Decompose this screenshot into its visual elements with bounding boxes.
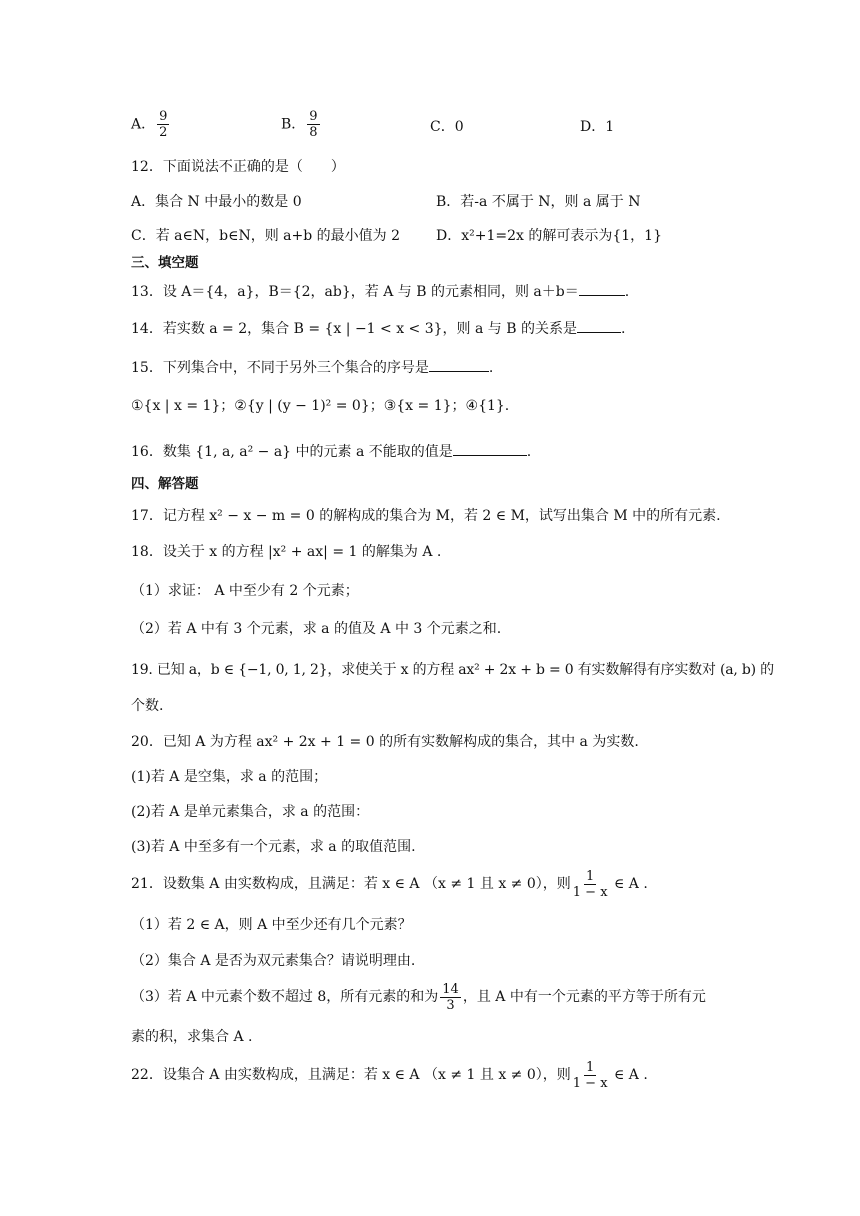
question-text: 21．设数集 A 由实数构成，且满足：若 x ∈ A （x ≠ 1 且 x ≠ 0），则 (131, 876, 571, 892)
question-text: 15．下列集合中，不同于另外三个集合的序号是 (131, 360, 429, 376)
q12-stem: 12．下面说法不正确的是（ ） (131, 159, 345, 175)
option-label: A． (131, 116, 156, 133)
numerator: 1 (586, 1059, 595, 1075)
numerator: 14 (442, 981, 459, 997)
q16 (131, 441, 740, 462)
q14 (131, 318, 740, 339)
period: . (526, 444, 532, 460)
period: . (620, 321, 626, 337)
q17: 17．记方程 x² − x − m = 0 的解构成的集合为 M，若 2 ∈ M，试写出集合 M 中的所有元素. (131, 508, 721, 524)
q20: 20．已知 A 为方程 ax² + 2x + 1 = 0 的所有实数解构成的集合，其中 a 为实数. (131, 734, 639, 750)
fraction (157, 110, 169, 139)
section-heading-fill-in: 三、填空题 (131, 255, 199, 271)
numerator: 9 (159, 109, 168, 124)
q12-option-a: A．集合 N 中最小的数是 0 (131, 194, 302, 210)
answer-blank (453, 441, 527, 456)
membership-text: ∈ A . (609, 876, 648, 892)
q21-part3-line2: 素的积，求集合 A . (131, 1029, 253, 1045)
q21-part3 (131, 980, 740, 1014)
question-text: 22．设集合 A 由实数构成，且满足：若 x ∈ A （x ≠ 1 且 x ≠ 0），则 (131, 1067, 571, 1083)
q12-option-c: C．若 a∈N，b∈N，则 a+b 的最小值为 2 (131, 228, 400, 244)
q19-line2: 个数. (131, 698, 164, 714)
section-heading-answer: 四、解答题 (131, 476, 199, 492)
denominator: 2 (159, 125, 168, 140)
q18: 18．设关于 x 的方程 |x² + ax| = 1 的解集为 A . (131, 544, 442, 560)
q19-line1: 19. 已知 a，b ∈ {−1, 0, 1, 2}，求使关于 x 的方程 ax² + 2x + b = 0 有实数解得有序实数对 (a, b) 的 (131, 662, 774, 678)
question-text: （3）若 A 中元素个数不超过 8，所有元素的和为 (131, 989, 439, 1005)
q11-option-d (580, 117, 614, 137)
q21 (131, 867, 740, 901)
q11-option-c (430, 117, 464, 137)
period: . (624, 284, 630, 300)
option-label: D． (580, 119, 606, 135)
option-label: C． (430, 119, 455, 135)
q22 (131, 1058, 740, 1092)
denominator: 1 − x (572, 1075, 608, 1091)
fraction (573, 1061, 608, 1090)
fraction (440, 983, 461, 1012)
question-text: 13．设 A＝{4，a}，B＝{2，ab}，若 A 与 B 的元素相同，则 a＋b＝ (131, 284, 579, 300)
q13 (131, 281, 740, 302)
answer-blank (579, 281, 625, 296)
answer-blank (577, 318, 621, 333)
q21-part2: （2）集合 A 是否为双元素集合？请说明理由. (131, 953, 416, 969)
numerator: 1 (586, 868, 595, 884)
q12-option-d: D．x²+1=2x 的解可表示为{1，1} (436, 228, 662, 244)
denominator: 3 (446, 997, 455, 1013)
q20-part3: (3)若 A 中至多有一个元素，求 a 的取值范围. (131, 839, 416, 855)
q18-part2: （2）若 A 中有 3 个元素，求 a 的值及 A 中 3 个元素之和. (131, 621, 502, 637)
q21-part1: （1）若 2 ∈ A，则 A 中至少还有几个元素？ (131, 917, 412, 933)
q11-option-b (281, 110, 322, 139)
q20-part2: (2)若 A 是单元素集合，求 a 的范围： (131, 804, 370, 820)
question-text-cont: ，且 A 中有一个元素的平方等于所有元 (462, 989, 706, 1005)
q15 (131, 357, 740, 378)
q11-option-a (131, 110, 171, 139)
question-text: 14．若实数 a = 2，集合 B = {x | −1 < x < 3}，则 a 与 B 的关系是 (131, 321, 577, 337)
q20-part1: (1)若 A 是空集，求 a 的范围； (131, 769, 328, 785)
membership-text: ∈ A . (609, 1067, 648, 1083)
q12-option-b: B．若-a 不属于 N，则 a 属于 N (436, 194, 641, 210)
answer-blank (429, 357, 489, 372)
period: . (488, 360, 494, 376)
option-value: 1 (605, 119, 615, 135)
numerator: 9 (309, 109, 318, 124)
q18-part1: （1）求证： A 中至少有 2 个元素； (131, 583, 359, 599)
option-value: 0 (454, 119, 464, 135)
fraction (307, 110, 319, 139)
denominator: 1 − x (572, 884, 608, 900)
fraction (573, 870, 608, 899)
q15-options: ①{x | x = 1}；②{y | (y − 1)² = 0}；③{x = 1}；④{1}. (131, 398, 510, 414)
denominator: 8 (309, 125, 318, 140)
option-label: B． (281, 116, 306, 133)
question-text: 16．数集 {1, a, a² − a} 中的元素 a 不能取的值是 (131, 444, 453, 460)
